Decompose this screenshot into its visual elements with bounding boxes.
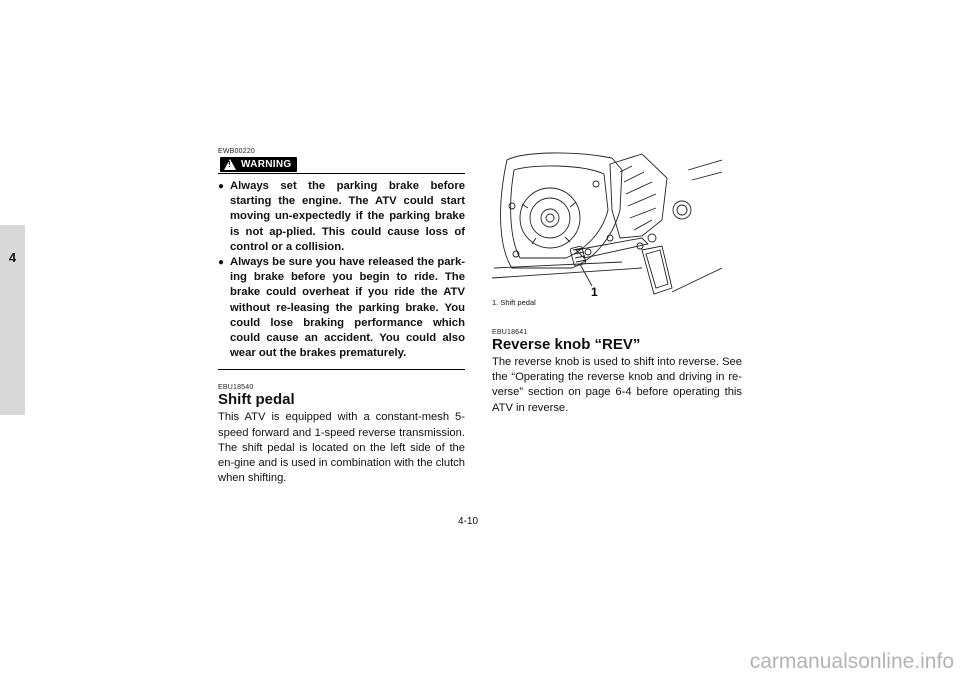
- warning-item-text: Always be sure you have released the park-ing brake before you begin to ride. The brake could overheat if you ride the ATV without re-leasing the parking brake. You could lose braking performance which could cause an accident. You could also wear out the brakes prematurely.: [230, 256, 465, 360]
- shift-pedal-figure: [492, 150, 722, 298]
- page-number: 4-10: [458, 516, 479, 527]
- chapter-number: 4: [8, 250, 17, 265]
- warning-item: [218, 255, 465, 361]
- warning-label: WARNING: [241, 159, 292, 170]
- warning-triangle-icon: !: [224, 159, 236, 170]
- warning-code: EWB00220: [218, 148, 256, 155]
- right-column: [492, 150, 742, 416]
- warning-item-text: Always set the parking brake before starting the engine. The ATV could start moving un-expectedly if the parking brake is not ap-plied. This could cause loss of control or a collision.: [230, 180, 465, 253]
- engine-illustration: [492, 150, 722, 298]
- figure-caption: 1. Shift pedal: [492, 298, 536, 307]
- warning-list: [218, 179, 465, 361]
- warning-divider: [218, 369, 465, 370]
- bullet-icon: ●: [218, 257, 225, 269]
- bullet-icon: ●: [218, 181, 225, 192]
- reverse-knob-title: Reverse knob “REV”: [492, 336, 641, 353]
- shift-pedal-section: [218, 384, 465, 486]
- watermark: carmanualsonline.info: [749, 650, 954, 673]
- reverse-knob-code: EBU18641: [492, 329, 528, 336]
- shift-pedal-code: EBU18540: [218, 384, 254, 392]
- warning-header: [218, 157, 465, 174]
- warning-badge: [220, 157, 297, 172]
- reverse-knob-body: The reverse knob is used to shift into reverse. See the “Operating the reverse knob and driving in re-verse” section on page 6-4 before operating this ATV in reverse.: [492, 356, 742, 414]
- warning-item: [218, 179, 465, 255]
- left-column: [218, 148, 465, 486]
- shift-pedal-body: This ATV is equipped with a constant-mesh 5-speed forward and 1-speed reverse transmission. The shift pedal is located on the left side of the en-gine and is used in combination with the clutch when shifting.: [218, 411, 465, 485]
- figure-callout: 1: [591, 285, 598, 298]
- reverse-knob-section: [492, 329, 742, 416]
- shift-pedal-title: Shift pedal: [218, 391, 295, 409]
